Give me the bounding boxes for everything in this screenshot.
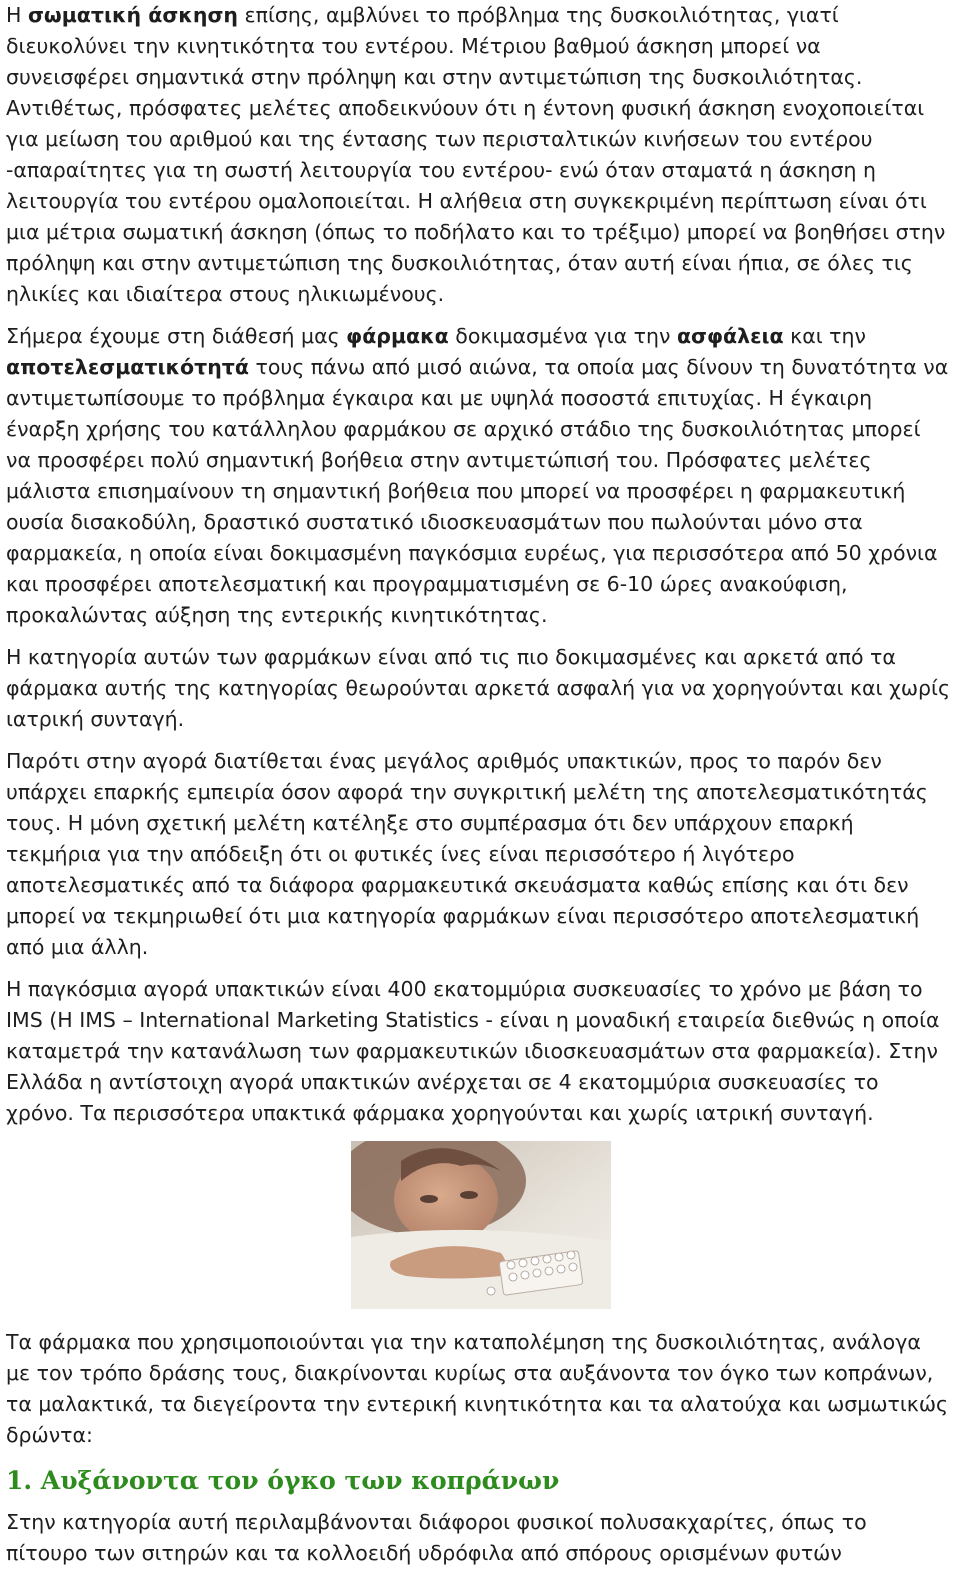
woman-with-pills-photo bbox=[351, 1141, 611, 1309]
paragraph-market: Η παγκόσμια αγορά υπακτικών είναι 400 εκατομμύρια συσκευασίες το χρόνο με βάση το IMS (Η IMS – International Marketing Statistics - είναι η μοναδική εταιρεία διεθνώς η οποία καταμετρά την κατανάλωση των φαρμακευτικών ιδιοσκευασμάτων στα φαρμακεία). Στην Ελλάδα η αντίστοιχη αγορά υπακτικών ανέρχεται σε 4 εκατομμύρια συσκευασίες το χρόνο. Τα περισσότερα υπακτικά φάρμακα χορηγούνται και χωρίς ιατρική συνταγή. bbox=[6, 977, 940, 1125]
article bbox=[6, 0, 950, 1580]
bold-term: σωματική άσκηση bbox=[27, 3, 239, 27]
paragraph-exercise bbox=[6, 0, 950, 310]
paragraph-drug-types: Τα φάρμακα που χρησιμοποιούνται για την καταπολέμηση της δυσκοιλιότητας, ανάλογα με τον τρόπο δράσης τους, διακρίνονται κυρίως στα αυξάνοντα τον όγκο των κοπράνων, τα μαλακτικά, τα διεγείροντα την εντερική κινητικότητα και τα αλατούχα και ωσμωτικώς δρώντα: bbox=[6, 1330, 949, 1447]
bold-term: φάρμακα bbox=[346, 324, 449, 348]
paragraph-comparison: Παρότι στην αγορά διατίθεται ένας μεγάλος αριθμός υπακτικών, προς το παρόν δεν υπάρχει επαρκής εμπειρία όσον αφορά την συγκριτική μελέτη της αποτελεσματικότητάς τους. Η μόνη σχετική μελέτη κατέληξε στο συμπέρασμα ότι δεν υπάρχουν επαρκή τεκμήρια για την απόδειξη ότι οι φυτικές ίνες είναι περισσότερο ή λιγότερο αποτελεσματικές από τα διάφορα φαρμακευτικά σκευάσματα καθώς επίσης και ότι δεν μπορεί να τεκμηριωθεί ότι μια κατηγορία φαρμάκων είναι περισσότερο αποτελεσματική από μια άλλη. bbox=[6, 749, 928, 959]
text: Η bbox=[6, 3, 28, 27]
text: τους πάνω από μισό αιώνα, τα οποία μας δίνουν τη δυνατότητα να αντιμετωπίσουμε το πρόβλημα έγκαιρα και με υψηλά ποσοστά επιτυχίας. Η έγκαιρη έναρξη χρήσης του κατάλληλου φαρμάκου σε αρχικό στάδιο της δυσκοιλιότητας μπορεί να προσφέρει πολύ σημαντική βοήθεια στην αντιμετώπισή του. Πρόσφατες μελέτες μάλιστα επισημαίνουν τη σημαντική βοήθεια που μπορεί να προσφέρει η φαρμακευτική ουσία δισακοδύλη, δραστικό συστατικό ιδιοσκευασμάτων που πωλούνται μόνο στα φαρμακεία, η οποία είναι δοκιμασμένη παγκόσμια ευρέως, για περισσότερα από 50 χρόνια και προσφέρει αποτελεσματική και προγραμματισμένη σε 6-10 ώρες ανακούφιση, προκαλώντας αύξηση της εντερικής κινητικότητας. bbox=[6, 355, 949, 627]
photo-illustration bbox=[351, 1141, 611, 1309]
bold-term: ασφάλεια bbox=[676, 324, 784, 348]
text: και την bbox=[783, 324, 866, 348]
text: δοκιμασμένα για την bbox=[448, 324, 677, 348]
bold-term: αποτελεσματικότητά bbox=[6, 355, 249, 379]
section-heading: 1. Αυξάνοντα τον όγκο των κοπράνων bbox=[6, 1466, 560, 1495]
paragraph-bulk-forming: Στην κατηγορία αυτή περιλαμβάνονται διάφοροι φυσικοί πολυσακχαρίτες, όπως το πίτουρο των σιτηρών και τα κολλοειδή υδρόφιλα από σπόρους ορισμένων φυτών bbox=[6, 1510, 867, 1565]
paragraph-category: Η κατηγορία αυτών των φαρμάκων είναι από τις πιο δοκιμασμένες και αρκετά από τα φάρμακα αυτής της κατηγορίας θεωρούνται αρκετά ασφαλή για να χορηγούνται και χωρίς ιατρική συνταγή. bbox=[6, 645, 950, 731]
text: επίσης, αμβλύνει το πρόβλημα της δυσκοιλιότητας, γιατί διευκολύνει την κινητικότητα του εντέρου. Μέτριου βαθμού άσκηση μπορεί να συνεισφέρει σημαντικά στην πρόληψη και στην αντιμετώπιση της δυσκοιλιότητας. Αντιθέτως, πρόσφατες μελέτες αποδεικνύουν ότι η έντονη φυσική άσκηση ενοχοποιείται για μείωση του αριθμού και της έντασης των περισταλτικών κινήσεων του εντέρου -απαραίτητες για τη σωστή λειτουργία του εντέρου- ενώ όταν σταματά η άσκηση η λειτουργία του εντέρου ομαλοποιείται. Η αλήθεια στη συγκεκριμένη περίπτωση είναι ότι μια μέτρια σωματική άσκηση (όπως το ποδήλατο και το τρέξιμο) μπορεί να βοηθήσει στην πρόληψη και στην αντιμετώπιση της δυσκοιλιότητας, όταν αυτή είναι ήπια, σε όλες τις ηλικίες και ιδιαίτερα στους ηλικιωμένους. bbox=[6, 3, 946, 306]
text: Σήμερα έχουμε στη διάθεσή μας bbox=[6, 324, 347, 348]
paragraph-medication bbox=[6, 321, 950, 631]
